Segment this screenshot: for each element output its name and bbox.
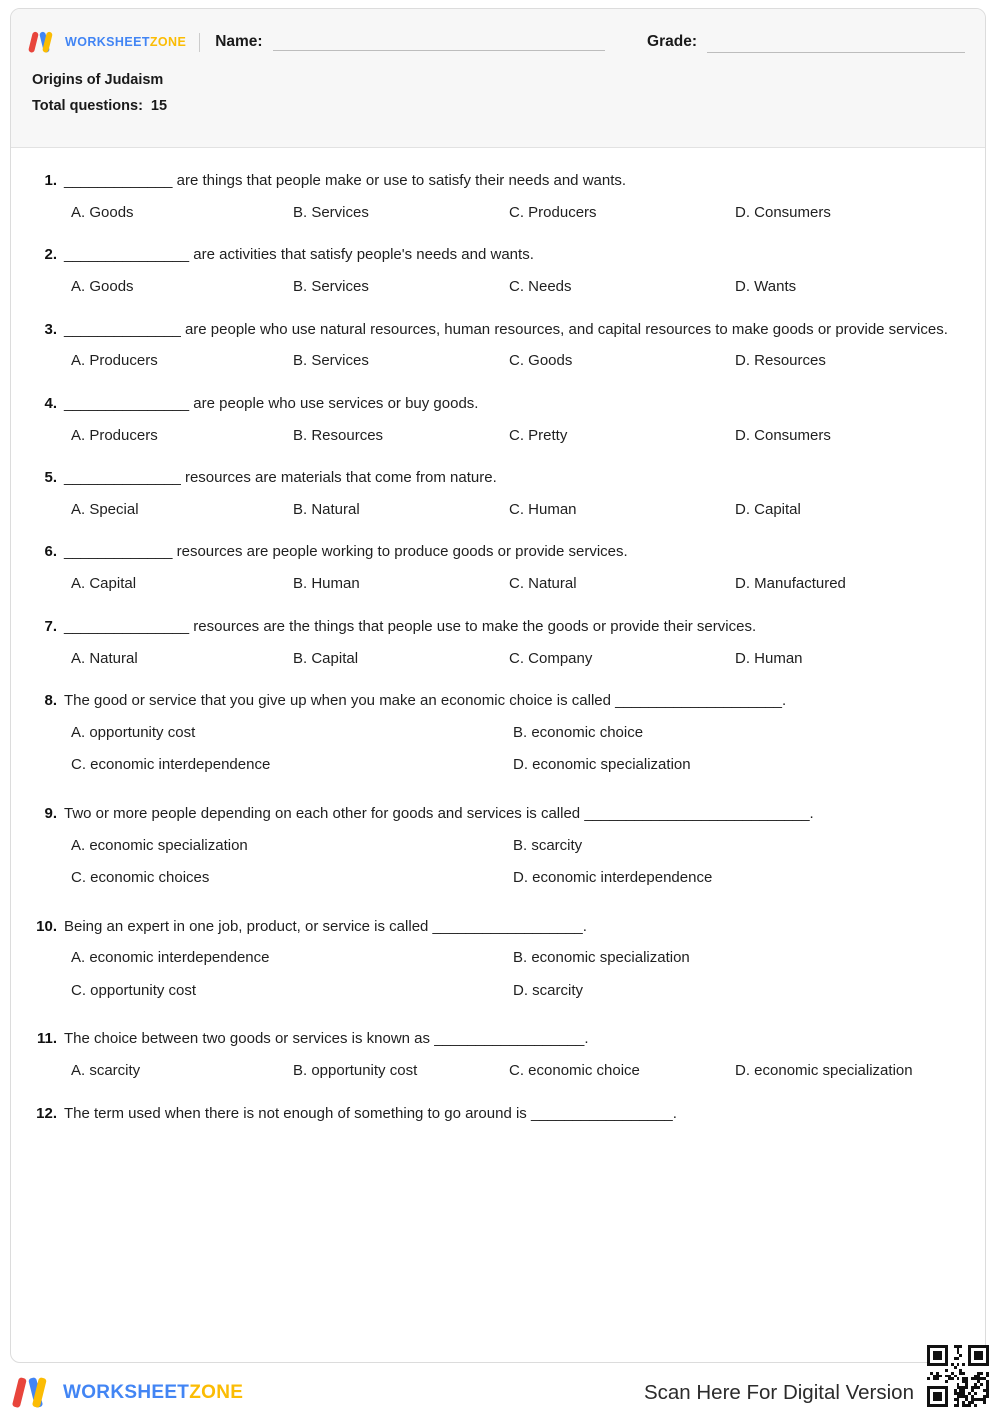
brand-wordmark — [65, 35, 186, 49]
option-b[interactable]: B. Capital — [293, 649, 359, 667]
option-a[interactable]: A. opportunity cost — [71, 723, 196, 741]
question-item — [33, 916, 963, 1003]
name-label: Name: — [215, 33, 263, 50]
total-questions — [32, 95, 985, 118]
answer-options — [71, 648, 963, 671]
option-d[interactable]: D. Wants — [735, 278, 797, 296]
footer-brand-wordmark — [63, 1382, 243, 1404]
option-b[interactable]: B. Services — [293, 203, 369, 221]
option-b[interactable]: B. Services — [293, 352, 369, 370]
option-a[interactable]: A. Goods — [71, 203, 134, 221]
brand-wordmark-worksheet: WORKSHEET — [65, 35, 150, 49]
option-a[interactable]: A. economic interdependence — [71, 949, 270, 967]
worksheet-page — [10, 8, 986, 1363]
answer-options — [71, 980, 963, 1003]
question-text: ______________ are people who use natural resources, human resources, and capital resources to make goods or provide services. — [64, 320, 948, 338]
qr-code-icon[interactable] — [927, 1345, 989, 1407]
question-number: 4. — [44, 394, 57, 412]
answer-options — [71, 722, 963, 745]
option-a[interactable]: A. Capital — [71, 575, 137, 593]
option-a[interactable]: A. Special — [71, 500, 139, 518]
grade-input-line[interactable] — [707, 52, 965, 53]
question-text: The good or service that you give up when you make an economic choice is called ____________________. — [64, 692, 787, 710]
question-number: 8. — [44, 692, 57, 710]
option-d[interactable]: D. scarcity — [513, 981, 584, 999]
question-text: _______________ are people who use services or buy goods. — [64, 394, 479, 412]
option-b[interactable]: B. Natural — [293, 500, 360, 518]
question-item — [33, 541, 963, 595]
option-d[interactable]: D. Capital — [735, 500, 801, 518]
option-b[interactable]: B. scarcity — [513, 836, 583, 854]
question-number: 10. — [36, 917, 57, 935]
option-a[interactable]: A. Producers — [71, 426, 158, 444]
option-c[interactable]: C. Producers — [509, 203, 597, 221]
option-b[interactable]: B. Resources — [293, 426, 384, 444]
grade-label: Grade: — [647, 33, 697, 50]
option-c[interactable]: C. Goods — [509, 352, 573, 370]
question-item — [33, 319, 963, 373]
question-item — [33, 616, 963, 670]
question-number: 11. — [36, 1030, 57, 1048]
option-d[interactable]: D. Consumers — [735, 203, 831, 221]
option-d[interactable]: D. economic specialization — [513, 756, 691, 774]
question-item — [33, 170, 963, 224]
question-item — [33, 467, 963, 521]
question-text: Being an expert in one job, product, or service is called __________________. — [64, 917, 587, 935]
option-b[interactable]: B. opportunity cost — [293, 1062, 418, 1080]
option-c[interactable]: C. opportunity cost — [71, 981, 197, 999]
worksheet-zone-w-logo-icon — [18, 1377, 54, 1408]
question-text: _______________ are activities that satisfy people's needs and wants. — [64, 246, 534, 264]
question-item — [33, 803, 963, 890]
option-b[interactable]: B. economic specialization — [513, 949, 690, 967]
option-c[interactable]: C. Pretty — [509, 426, 568, 444]
question-number: 2. — [44, 246, 57, 264]
option-c[interactable]: C. Natural — [509, 575, 577, 593]
option-c[interactable]: C. Human — [509, 500, 577, 518]
question-text: _______________ resources are the things that people use to make the goods or provide their services. — [64, 617, 757, 635]
footer-brand-zone: ZONE — [189, 1381, 244, 1403]
worksheet-header — [11, 9, 985, 148]
option-d[interactable]: D. Manufactured — [735, 575, 846, 593]
answer-options — [71, 754, 963, 777]
option-a[interactable]: A. economic specialization — [71, 836, 248, 854]
question-number: 1. — [44, 172, 57, 189]
option-b[interactable]: B. economic choice — [513, 723, 644, 741]
answer-options — [71, 867, 963, 890]
option-d[interactable]: D. Resources — [735, 352, 826, 370]
question-text: Two or more people depending on each other for goods and services is called ___________________________. — [64, 804, 814, 822]
answer-options — [71, 425, 963, 448]
scan-prompt-text: Scan Here For Digital Version — [643, 1380, 914, 1404]
option-a[interactable]: A. Natural — [71, 649, 138, 667]
option-c[interactable]: C. economic interdependence — [71, 756, 271, 774]
header-divider — [199, 33, 200, 52]
page-footer — [0, 1371, 1000, 1414]
option-a[interactable]: A. Goods — [71, 278, 134, 296]
header-top-row — [11, 9, 985, 53]
question-number: 6. — [44, 543, 57, 561]
option-d[interactable]: D. Consumers — [735, 426, 831, 444]
worksheet-title: Origins of Judaism — [32, 72, 164, 88]
question-item — [33, 1028, 963, 1082]
option-c[interactable]: C. economic choices — [71, 869, 210, 887]
question-text: The term used when there is not enough of something to go around is _________________. — [64, 1104, 677, 1122]
question-text: ______________ resources are materials that come from nature. — [64, 469, 497, 487]
header-meta — [11, 53, 985, 118]
option-c[interactable]: C. Company — [509, 649, 593, 667]
option-b[interactable]: B. Services — [293, 278, 369, 296]
questions-list — [11, 148, 985, 1126]
footer-brand-worksheet: WORKSHEET — [63, 1381, 190, 1403]
option-d[interactable]: D. economic specialization — [735, 1062, 913, 1080]
question-item — [33, 690, 963, 777]
question-number: 7. — [44, 617, 57, 635]
question-item — [33, 1103, 963, 1126]
option-d[interactable]: D. economic interdependence — [513, 869, 713, 887]
answer-options — [71, 499, 963, 522]
option-a[interactable]: A. scarcity — [71, 1062, 141, 1080]
question-item — [33, 244, 963, 298]
option-c[interactable]: C. Needs — [509, 278, 572, 296]
question-number: 5. — [44, 469, 57, 487]
option-a[interactable]: A. Producers — [71, 352, 158, 370]
answer-options — [71, 835, 963, 858]
total-questions-value: 15 — [150, 97, 168, 114]
brand-wordmark-zone: ZONE — [149, 35, 187, 49]
question-number: 12. — [36, 1104, 57, 1122]
answer-options — [71, 573, 963, 596]
option-d[interactable]: D. Human — [735, 649, 803, 667]
worksheet-zone-w-logo-icon — [32, 31, 58, 53]
answer-options — [71, 276, 963, 299]
total-questions-label: Total questions: — [32, 97, 143, 114]
grade-field — [647, 33, 965, 51]
answer-options — [71, 350, 963, 373]
question-text: _____________ resources are people working to produce goods or provide services. — [64, 543, 628, 561]
question-number: 9. — [44, 804, 57, 822]
question-text: _____________ are things that people make or use to satisfy their needs and wants. — [64, 172, 627, 189]
option-c[interactable]: C. economic choice — [509, 1062, 640, 1080]
question-number: 3. — [44, 320, 57, 338]
answer-options — [71, 1060, 963, 1083]
question-text: The choice between two goods or services is known as __________________. — [64, 1030, 589, 1048]
answer-options — [71, 947, 963, 970]
question-item — [33, 393, 963, 447]
name-input-line[interactable] — [273, 50, 605, 51]
answer-options — [71, 202, 963, 225]
footer-brand — [18, 1377, 243, 1408]
option-b[interactable]: B. Human — [293, 575, 360, 593]
